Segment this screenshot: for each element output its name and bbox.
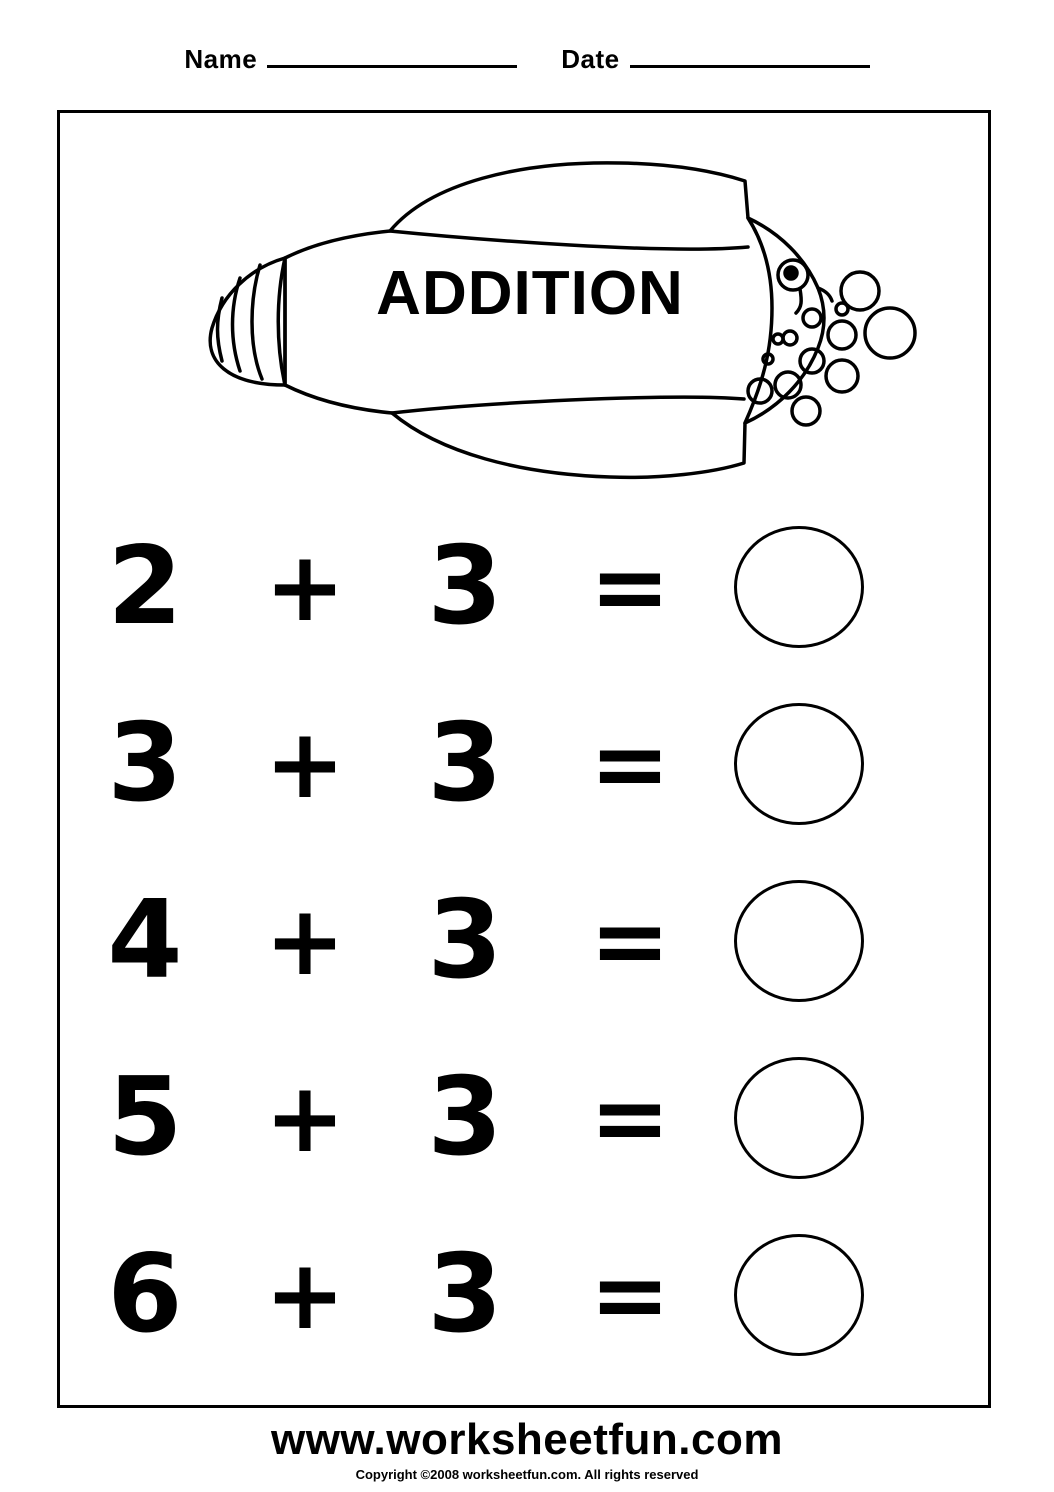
addend-left: 4 (107, 877, 183, 1003)
problem-row (60, 498, 988, 675)
addend-right: 3 (427, 523, 503, 649)
problem-row (60, 852, 988, 1029)
answer-input[interactable] (734, 526, 864, 648)
plus-sign: + (264, 707, 346, 820)
addend-left: 5 (107, 1054, 183, 1180)
plus-sign: + (264, 1238, 346, 1351)
site-url[interactable]: www.worksheetfun.com (270, 1415, 783, 1464)
copyright-notice: Copyright ©2008 worksheetfun.com. All rights reserved (355, 1467, 699, 1482)
answer-input[interactable] (734, 1234, 864, 1356)
worksheet-title: ADDITION (376, 259, 684, 328)
problem-row (60, 675, 988, 852)
name-label: Name (184, 44, 258, 74)
plus-sign: + (264, 530, 346, 643)
equals-sign: = (589, 1061, 671, 1174)
answer-input[interactable] (734, 703, 864, 825)
name-write-line[interactable] (267, 64, 517, 68)
answer-input[interactable] (734, 880, 864, 1002)
answer-input[interactable] (734, 1057, 864, 1179)
equals-sign: = (589, 884, 671, 997)
addend-right: 3 (427, 1231, 503, 1357)
addend-right: 3 (427, 877, 503, 1003)
addend-right: 3 (427, 700, 503, 826)
addend-right: 3 (427, 1054, 503, 1180)
plus-sign: + (264, 1061, 346, 1174)
addend-left: 2 (107, 523, 183, 649)
addend-left: 6 (107, 1231, 183, 1357)
fish-illustration (100, 123, 950, 503)
equals-sign: = (589, 530, 671, 643)
addend-left: 3 (107, 700, 183, 826)
problem-row (60, 1206, 988, 1383)
equals-sign: = (589, 707, 671, 820)
problem-list (60, 498, 988, 1383)
problem-row (60, 1029, 988, 1206)
worksheet-footer (0, 1415, 1054, 1482)
equals-sign: = (589, 1238, 671, 1351)
worksheet-header (0, 44, 1054, 75)
date-write-line[interactable] (630, 64, 870, 68)
date-label: Date (561, 44, 620, 74)
plus-sign: + (264, 884, 346, 997)
worksheet-body (57, 110, 991, 1408)
